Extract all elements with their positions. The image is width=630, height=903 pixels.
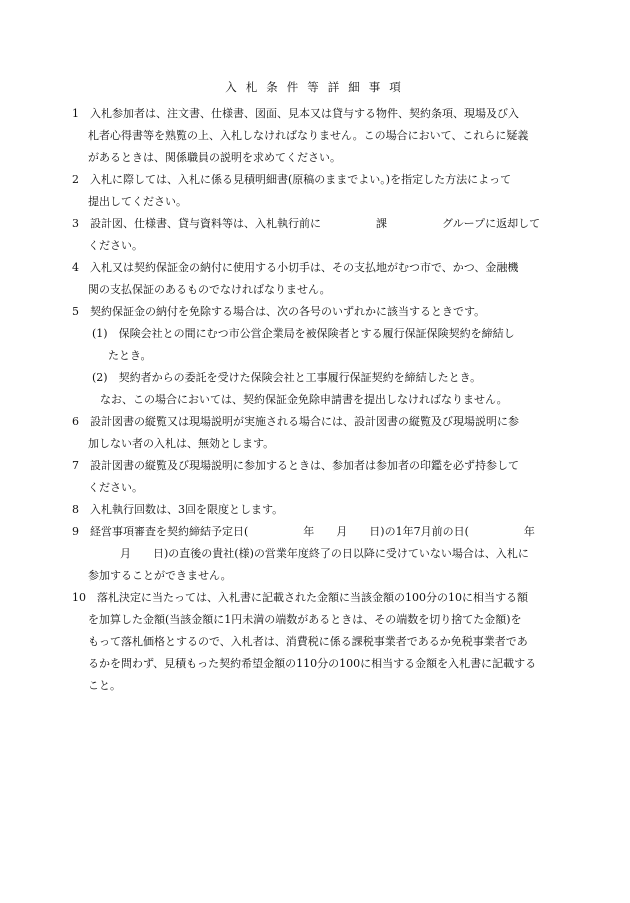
text-line-13: (2) 契約者からの委託を受けた保険会社と工事履行保証契約を締結したとき。 (92, 371, 482, 384)
text-line-9: 関の支払保証のあるものでなければなりません。 (88, 283, 331, 296)
text-line-24: を加算した金額(当該金額に1円未満の端数があるときは、その端数を切り捨てた金額)を (88, 613, 522, 626)
text-line-1: 1 入札参加者は、注文書、仕様書、図面、見本又は貸与する物件、契約条項、現場及び入 (72, 107, 519, 120)
text-line-12: たとき。 (108, 349, 152, 362)
text-line-7: ください。 (88, 239, 143, 252)
text-line-26: るかを問わず、見積もった契約希望金額の110分の100に相当する金額を入札書に記載する (88, 657, 537, 670)
text-line-6: 3 設計図、仕様書、貸与資料等は、入札執行前に 課 グループに返却して (72, 217, 541, 230)
text-line-3: があるときは、関係職員の説明を求めてください。 (88, 151, 341, 164)
text-line-27: こと。 (88, 679, 121, 692)
text-line-18: ください。 (88, 481, 143, 494)
text-line-5: 提出してください。 (88, 195, 187, 208)
text-line-4: 2 入札に際しては、入札に係る見積明細書(原稿のままでよい。)を指定した方法によって (72, 173, 512, 186)
text-line-14: なお、この場合においては、契約保証金免除申請書を提出しなければなりません。 (100, 393, 508, 406)
text-line-8: 4 入札又は契約保証金の納付に使用する小切手は、その支払地がむつ市で、かつ、金融機 (72, 261, 519, 274)
text-line-2: 札者心得書等を熟覧の上、入札しなければなりません。この場合において、これらに疑義 (88, 129, 529, 142)
text-line-25: もって落札価格とするので、入札者は、消費税に係る課税事業者であるか免税事業者であ (88, 635, 528, 648)
text-line-21: 月 日)の直後の貴社(様)の営業年度終了の日以降に受けていない場合は、入札に (120, 547, 529, 560)
text-line-17: 7 設計図書の縦覧及び現場説明に参加するときは、参加者は参加者の印鑑を必ず持参して (72, 459, 519, 472)
text-line-16: 加しない者の入札は、無効とします。 (88, 437, 275, 450)
text-line-23: 10 落札決定に当たっては、入札書に記載された金額に当該金額の100分の10に相当する額 (72, 591, 528, 604)
text-line-22: 参加することができません。 (88, 569, 232, 582)
text-line-11: (1) 保険会社との間にむつ市公営企業局を被保険者とする履行保証保険契約を締結し (92, 327, 515, 340)
document-title: 入札条件等詳細事項 (225, 80, 410, 94)
text-line-19: 8 入札執行回数は、3回を限度とします。 (72, 503, 284, 516)
text-line-15: 6 設計図書の縦覧又は現場説明が実施される場合には、設計図書の縦覧及び現場説明に参 (72, 415, 519, 428)
text-line-20: 9 経営事項審査を契約締結予定日( 年 月 日)の1年7月前の日( 年 (72, 525, 535, 538)
text-line-10: 5 契約保証金の納付を免除する場合は、次の各号のいずれかに該当するときです。 (72, 305, 486, 318)
